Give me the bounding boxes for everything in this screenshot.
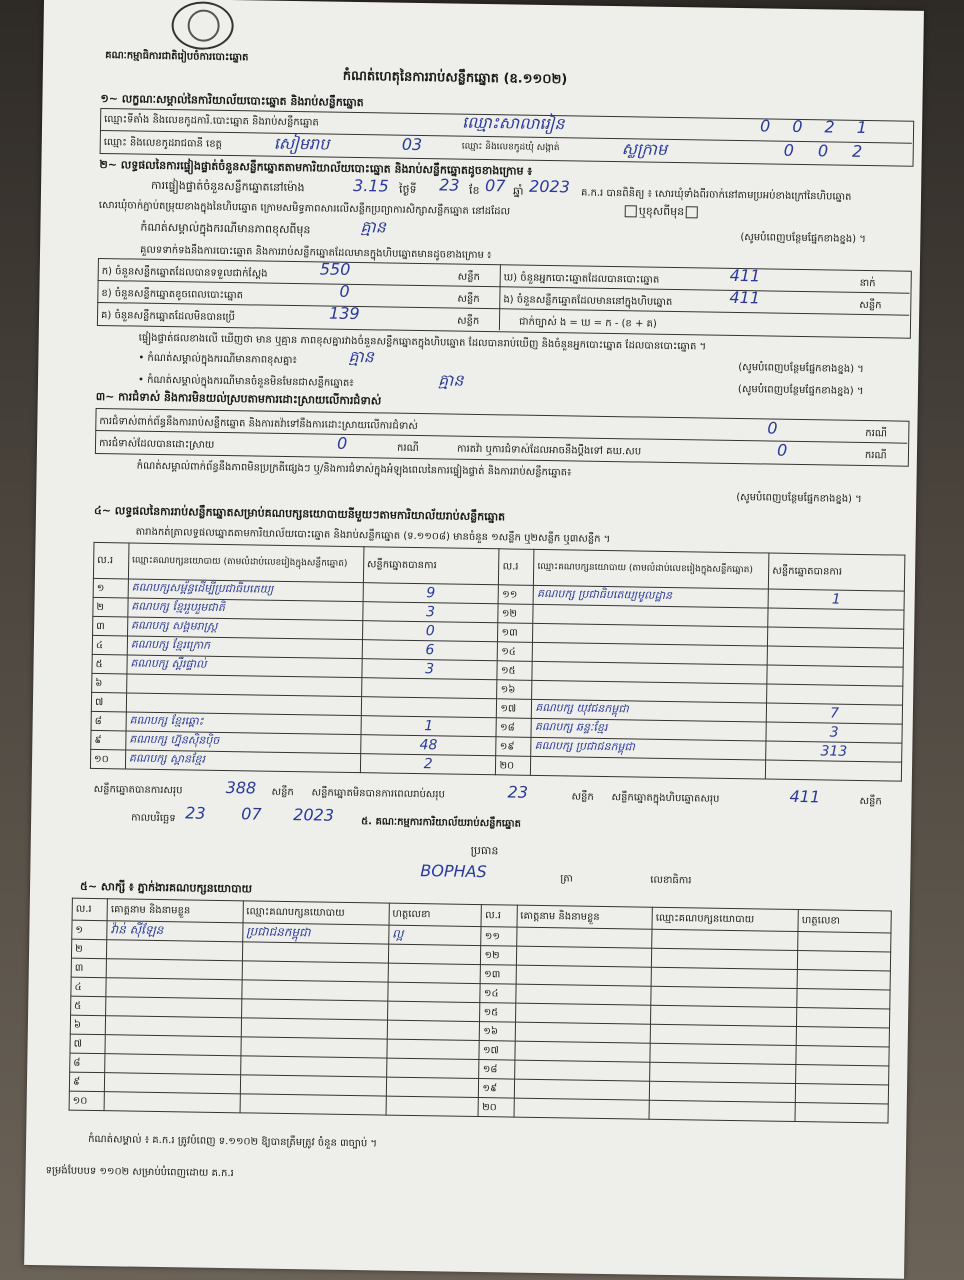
station-label: ឈ្មោះទីតាំង និងលេខកូដការិ.បោះឆ្នោត និងរាប់សន្លឹកឆ្នោត (104, 114, 319, 129)
row-no: ៣ (93, 616, 128, 636)
unit-a: សន្លឹក (457, 271, 481, 283)
party-name: គណបក្ស ខ្មែរឆ្ពោះ (126, 712, 361, 735)
stamp-label: ត្រា (560, 873, 573, 885)
vote-count (768, 627, 904, 648)
witness-party (240, 1056, 386, 1077)
vote-count (766, 760, 902, 781)
witness-party (241, 999, 387, 1020)
party-name: គណបក្ស ប្រជាជនកម្ពុជា (531, 737, 766, 760)
row-no: ១៨ (496, 718, 531, 738)
witness-name (106, 959, 242, 980)
party-name (531, 756, 766, 779)
witness-name (105, 1073, 241, 1094)
case-unit-2: ករណី (396, 442, 419, 455)
vote-count: 48 (360, 735, 496, 756)
witness-party (241, 1018, 387, 1039)
date-year: 2023 (293, 805, 335, 825)
witness-signature (798, 951, 891, 971)
ballot-intro: គួលទទាក់ទងនឹងការបោះឆ្នោត និងការរាប់សន្លឹកឆ្នោតដែលមានក្នុងហិបឆ្នោតមានដូចខាងក្រោម ៖ (140, 244, 492, 262)
bullet-diff-label: • កំណត់សម្គាល់ក្នុងករណីមានភាពខុសគ្នា៖ (138, 352, 297, 367)
witness-party: ប្រជាជនកម្ពុជា (242, 923, 388, 944)
appeal-value: 0 (776, 440, 788, 460)
row-no: ៨ (70, 1053, 105, 1073)
row-no: ១៩ (479, 1079, 514, 1099)
row-no: ១៤ (480, 984, 515, 1004)
party-name: គណបក្ស ខ្មែររួបរួមជាតិ (128, 598, 363, 621)
commune-label: ឈ្មោះ និងលេខកូដឃុំ សង្កាត់ (461, 141, 560, 154)
row-no: ១០ (90, 749, 125, 769)
witness-party (651, 948, 797, 969)
witness-party (651, 967, 797, 988)
witness-name (105, 1016, 241, 1037)
invalid-total: 23 (507, 782, 529, 802)
commune-code: 002 (783, 140, 887, 162)
formula: ជាក់ច្បាស់ ង = ឃ = ក - (ខ + គ) (518, 316, 657, 330)
col-no-left: ល.រ (93, 542, 128, 579)
witness-signature (795, 1084, 888, 1104)
row-no: ១១ (481, 927, 516, 947)
vote-count: 3 (766, 722, 902, 743)
spoiled-value: 0 (339, 281, 350, 301)
witness-party (651, 986, 797, 1007)
year-label: ឆ្នាំ (512, 184, 524, 198)
bullet-nonballot-tail: (សូមបំពេញបន្ថែមផ្នែកខាងខ្នង) ។ (737, 384, 864, 398)
row-no: ៥ (92, 654, 127, 674)
date-month: 07 (241, 804, 262, 824)
check-month: 07 (484, 176, 506, 196)
voters-value: 411 (729, 265, 761, 286)
party-name: គណបក្ស ប្រជាធិបតេយ្យមូលដ្ឋាន (533, 585, 768, 608)
spoiled-label: ខ) ចំនួនសន្លឹកឆ្នោតខូចពេលបោះឆ្នោត (101, 288, 244, 302)
witness-name (107, 940, 243, 961)
party-name: គណបក្ស សង្គមរាស្ត្រ (127, 617, 362, 640)
witness-party (649, 1100, 795, 1121)
check-text: គ.ក.រ បានពិនិត្យ ៖ សោរឃុំទាំងពីរចាក់នៅតាមប្រអប់ខាងក្រៅនៃហិបឆ្នោត (580, 187, 852, 203)
witness-name (104, 1092, 240, 1113)
row-no: ៤ (71, 977, 106, 997)
witness-signature (796, 1065, 889, 1085)
w-col-sign-right: ហត្ថលេខា (798, 910, 891, 933)
row-no: ១៦ (497, 680, 532, 700)
witness-signature (798, 932, 891, 952)
resolved-label: ការជំទាស់ដែលបានដោះស្រាយ (98, 438, 215, 451)
party-name: គណបក្ស យុវជនកម្ពុជា (532, 699, 767, 722)
bullet-nonballot-label: • កំណត់សម្គាល់ក្នុងករណីមានចំនួនមិនមែនជាសន្លឹកឆ្នោត៖ (137, 374, 354, 389)
province-code: 03 (401, 134, 423, 155)
witness-signature (388, 982, 481, 1002)
witness-signature (388, 963, 481, 983)
witness-name (106, 978, 242, 999)
row-no: ១៣ (498, 623, 533, 643)
station-code: 0021 (759, 116, 890, 138)
witness-party (650, 1062, 796, 1083)
vote-count (767, 684, 903, 705)
witness-table (69, 898, 892, 1124)
vote-count: 3 (362, 602, 498, 623)
col-votes-right: សន្លឹកឆ្នោតបានការ (768, 553, 904, 591)
party-name: គណបក្ស ខ្មែរក្រោក (127, 636, 362, 659)
vote-count: 1 (361, 716, 497, 737)
witness-party (650, 1024, 796, 1045)
resolved-value: 0 (336, 433, 348, 453)
unused-value: 139 (328, 303, 360, 324)
province-name: សៀមរាប (273, 133, 330, 154)
vote-count: 6 (362, 640, 498, 661)
section4-heading: ៤~ លទ្ធផលនៃការរាប់សន្លឹកឆ្នោតសម្រាប់គណបក្សនយោបាយនីមួយៗតាមការិយាល័យរាប់សន្លឹកឆ្នោត (93, 503, 506, 524)
case-unit-3: ករណី (864, 450, 887, 462)
case-unit-1: ករណី (865, 428, 888, 440)
bullet-nonballot-value: គ្មាន (437, 370, 464, 390)
witness-signature (797, 1008, 890, 1028)
row-no: ១៦ (480, 1022, 515, 1042)
witness-signature (387, 1020, 480, 1040)
row-no: ១៧ (497, 699, 532, 719)
witness-name (514, 1098, 650, 1119)
row-no: ៥ (71, 996, 106, 1016)
witness-signature (795, 1103, 888, 1123)
bottom-note: កំណត់សម្គាល់ ៖ គ.ក.រ ត្រូវបំពេញ ទ.១១០២ ឱ្យបានត្រឹមត្រូវ ចំនួន ៣ច្បាប់ ។ (88, 1133, 378, 1150)
bullet-diff-value: គ្មាន (348, 346, 374, 367)
witness-signature (796, 1046, 889, 1066)
w-col-party-right: ឈ្មោះគណបក្សនយោបាយ (652, 907, 798, 931)
seal-checkbox[interactable]: ឬខុសពីមុន (623, 204, 701, 221)
row-no: ៤ (92, 635, 127, 655)
row-no: ១៧ (479, 1041, 514, 1061)
section1-heading: ១~ លក្ខណៈសម្គាល់នៃការិយាល័យបោះឆ្នោត និងរាប់សន្លឹកឆ្នោត (100, 91, 364, 110)
witness-signature (797, 970, 890, 990)
col-no-right: ល.រ (499, 549, 534, 586)
invalid-label: សន្លឹកឆ្នោតមិនបានការពេលរាប់សរុប (311, 787, 445, 801)
tally-sheet-note: តារាងកត់ត្រាលទ្ធផលឆ្នោតតាមការិយាល័យបោះឆ្នោត និងរាប់សន្លឹកឆ្នោត (ទ.១១០៨) មានចំនួន ១សន្លឹក ឬ២សន្លឹក ឬ៣សន្លឹក ។ (135, 526, 611, 546)
w-col-no-right: ល.រ (481, 905, 517, 928)
check-time-label: ការផ្ទៀងផ្ទាត់ចំនួនសន្លឹកឆ្នោតនៅម៉ោង (151, 178, 305, 195)
row-no: ១៩ (496, 737, 531, 757)
objection-value: 0 (767, 418, 778, 438)
row-no: ១៨ (479, 1060, 514, 1080)
witness-name (515, 1022, 651, 1043)
section2-heading: ២~ លទ្ធផលនៃការផ្ទៀងផ្ទាត់ចំនួនសន្លឹកឆ្នោតតាមការិយាល័យបោះឆ្នោត និងរាប់សន្លឹកឆ្នោតដូចខាងក្រោម ៖ (99, 157, 533, 178)
unit-total: សន្លឹក (859, 795, 882, 808)
witness-signature: ល្អ (388, 925, 481, 945)
witness-name (516, 946, 652, 967)
row-no: ១៥ (480, 1003, 515, 1023)
check-time: 3.15 (352, 175, 389, 196)
vote-count (361, 678, 497, 699)
row-no: ១៥ (497, 661, 532, 681)
witness-party (651, 1005, 797, 1026)
witness-party (242, 942, 388, 963)
col-party-left: ឈ្មោះគណបក្សនយោបាយ (តាមលំដាប់លេខរៀងក្នុងសន្លឹកឆ្នោត) (128, 543, 363, 583)
date-label: កាលបរិច្ឆេទ (131, 812, 176, 825)
witness-party (241, 980, 387, 1001)
w-col-no-left: ល.រ (72, 898, 108, 921)
row-no: ២០ (478, 1098, 513, 1118)
vote-count (767, 646, 903, 667)
row-no: ២ (71, 939, 106, 959)
party-name: គណបក្ស ហ្វ៊ុនស៊ិនប៉ិច (126, 731, 361, 754)
party-name: គណបក្សសម្ព័ន្ធដើម្បីប្រជាធិបតេយ្យ (128, 579, 363, 602)
row-no: ២ (93, 597, 128, 617)
unit-valid: សន្លឹក (271, 786, 294, 799)
witness-party (649, 1081, 795, 1102)
unused-label: គ) ចំនួនសន្លឹកឆ្នោតដែលមិនបានប្រើ (100, 310, 235, 324)
witness-name (515, 1003, 651, 1024)
section3-heading: ៣~ ការជំទាស់ និងការមិនយល់ស្របតាមការដោះស្រាយលើការជំទាស់ (95, 389, 382, 408)
row-no: ៩ (91, 730, 126, 750)
form-footer: ទម្រង់បែបបទ ១១០២ សម្រាប់បំពេញដោយ គ.ក.រ (45, 1165, 234, 1180)
witness-name (515, 1041, 651, 1062)
irregularity-tail: (សូមបំពេញបន្ថែមផ្នែកខាងខ្នង) ។ (736, 492, 862, 505)
w-col-name-right: គោត្តនាម និងនាមខ្លួន (517, 905, 653, 929)
w-col-sign-left: ហត្ថលេខា (389, 903, 482, 926)
bullet-diff-tail: (សូមបំពេញបន្ថែមផ្នែកខាងខ្នង) ។ (738, 362, 864, 376)
received-value: 550 (319, 259, 351, 279)
party-name: គណបក្ស ស្ពឺរផ្ទាល់ (127, 655, 362, 678)
form-title: កំណត់ហេតុនៃការរាប់សន្លឹកឆ្នោត (ឧ.១១០២) (342, 68, 568, 88)
vote-count: 3 (362, 659, 498, 680)
row-no: ១៣ (481, 965, 516, 985)
witness-party (241, 1037, 387, 1058)
diff-note-label: កំណត់សម្គាល់ក្នុងករណីមានភាពខុសពីមុន (140, 220, 311, 237)
section5-heading: ៥~ សាក្សី ៖ ភ្នាក់ងារគណបក្សនយោបាយ (79, 879, 253, 896)
check-day: 23 (439, 175, 460, 195)
irregularity-note: កំណត់សម្គាល់ពាក់ព័ន្ធនឹងភាពមិនប្រក្រតីផ្សេងៗ ឬ/និងការជំទាស់ក្នុងអំឡុងពេលនៃការផ្ទៀងផ្ទាត់ និងការរាប់សន្លឹកឆ្នោត៖ (136, 460, 572, 479)
row-no: ១ (93, 578, 128, 598)
vote-count (768, 608, 904, 629)
party-name: គណបក្ស ស្ពានខ្មែរ (125, 750, 360, 773)
unit-persons: នាក់ (859, 277, 876, 290)
committee-label: ៥. គណៈកម្មការការិយាល័យរាប់សន្លឹកឆ្នោត (361, 816, 521, 830)
witness-party (242, 961, 388, 982)
chair-signature: BOPHAS (420, 861, 487, 882)
vote-count: 0 (362, 621, 498, 642)
seal-text: សោរឃុំចាក់ភ្ជាប់តម្រុយខាងក្នុងនៃហិបឆ្នោត ក្រោមសមិទ្ធភាពសារលើសន្លឹកប្រព្យាការសិក្សាសន្លឹកឆ្នោត នៅដដែល (98, 199, 511, 218)
witness-signature (796, 1027, 889, 1047)
chair-label: ប្រធាន (470, 843, 499, 858)
witness-signature (386, 1058, 479, 1078)
row-no: ៧ (70, 1034, 105, 1054)
nec-logo (171, 1, 234, 50)
received-label: ក) ចំនួនសន្លឹកឆ្នោតដែលបានទទួលជាក់ស្តែង (101, 266, 268, 280)
unit-d: សន្លឹក (859, 299, 882, 312)
witness-name (105, 1035, 241, 1056)
unit-c: សន្លឹក (456, 315, 480, 327)
row-no: ១ (72, 920, 107, 940)
w-col-party-left: ឈ្មោះគណបក្សនយោបាយ (243, 901, 389, 925)
witness-name (105, 1054, 241, 1075)
day-label: ថ្ងៃទី (398, 182, 417, 196)
date-day: 23 (185, 803, 206, 823)
col-votes-left: សន្លឹកឆ្នោតបានការ (363, 547, 499, 585)
w-col-name-left: គោត្តនាម និងនាមខ្លួន (107, 899, 243, 923)
form-sheet (24, 0, 924, 1279)
witness-name (514, 1079, 650, 1100)
row-no: ៧ (91, 692, 126, 712)
witness-signature (386, 1096, 479, 1116)
vote-count: 313 (766, 741, 902, 762)
commune-name: ស្លក្រាម (621, 139, 668, 159)
row-no: ១២ (481, 946, 516, 966)
witness-party (240, 1075, 386, 1096)
witness-name (514, 1060, 650, 1081)
row-no: ១០ (69, 1091, 104, 1111)
row-no: ២០ (496, 756, 531, 776)
unit-invalid: សន្លឹក (571, 791, 594, 803)
commission-name: គណៈកម្មាធិការជាតិរៀបចំការបោះឆ្នោត (105, 50, 249, 64)
appeal-label: ការតវ៉ា ឬការជំទាស់ដែលអាចនឹងប្តឹងទៅ គឃ.សប (456, 443, 642, 458)
vote-count: 9 (363, 583, 499, 604)
vote-count (361, 697, 497, 718)
witness-signature (386, 1077, 479, 1097)
witness-signature (388, 944, 481, 964)
voters-label: ឃ) ចំនួនអ្នកបោះឆ្នោតដែលបានបោះឆ្នោត (503, 272, 660, 286)
valid-label: សន្លឹកឆ្នោតបានការសរុប (93, 783, 183, 797)
row-no: ១២ (498, 604, 533, 624)
province-label: ឈ្មោះ និងលេខកូដរាជធានី ខេត្ត (103, 137, 223, 150)
valid-total: 388 (225, 778, 257, 798)
vote-count: 1 (768, 589, 904, 610)
month-label: ខែ (468, 183, 480, 197)
witness-name (516, 965, 652, 986)
witness-signature (387, 1001, 480, 1021)
objection-label: ការជំទាស់ពាក់ព័ន្ធនឹងការរាប់សន្លឹកឆ្នោត និងការតវ៉ាទៅនឹងការដោះស្រាយលើការជំទាស់ (99, 416, 418, 433)
witness-party (650, 1043, 796, 1064)
vote-count: 7 (766, 703, 902, 724)
discrepancy-check: ផ្ទៀងផ្ទាត់ផលខាងលើ ឃើញថា មាន ឬគ្មាន ភាពខុសគ្នារវាងចំនួនសន្លឹកឆ្នោតក្នុងហិបឆ្នោត ដែលបានរាប់ឃើញ និងចំនួនអ្នកបោះឆ្នោត ដែលបានបោះឆ្នោត ។ (138, 332, 707, 353)
row-no: ៦ (92, 673, 127, 693)
ballots-in-box-value: 411 (729, 287, 761, 308)
witness-name (515, 984, 651, 1005)
fill-back-note: (សូមបំពេញបន្ថែមផ្នែកខាងខ្នង) ។ (740, 232, 866, 246)
unit-b: សន្លឹក (457, 293, 480, 305)
witness-party (240, 1094, 386, 1115)
row-no: ៦ (70, 1015, 105, 1035)
party-name: គណបក្ស ឆន្ទៈខ្មែរ (531, 718, 766, 741)
row-no: ៩ (69, 1072, 104, 1092)
row-no: ៨ (91, 711, 126, 731)
witness-party (652, 929, 798, 950)
total-label: សន្លឹកឆ្នោតក្នុងហិបឆ្នោតសរុប (611, 792, 720, 805)
secretary-label: លេខាធិការ (650, 874, 692, 887)
party-results-table (90, 542, 905, 782)
witness-name (106, 997, 242, 1018)
witness-name: វ៉ាន់ ស៊ីឡែន (107, 921, 243, 942)
row-no: ១១ (499, 585, 534, 605)
ballots-in-box-label: ង) ចំនួនសន្លឹកឆ្នោតដែលមាននៅក្នុងហិបឆ្នោត (503, 294, 673, 308)
check-year: 2023 (528, 176, 571, 197)
box-total: 411 (789, 786, 821, 807)
witness-name (516, 927, 652, 948)
row-no: ១៤ (498, 642, 533, 662)
vote-count: 2 (360, 754, 496, 775)
row-no: ៣ (71, 958, 106, 978)
witness-signature (387, 1039, 480, 1059)
diff-note-value: គ្មាន (360, 217, 387, 237)
vote-count (767, 665, 903, 686)
station-name: ឈ្មោះសាលារៀន (461, 112, 565, 134)
witness-signature (797, 989, 890, 1009)
col-party-right: ឈ្មោះគណបក្សនយោបាយ (តាមលំដាប់លេខរៀងក្នុងសន្លឹកឆ្នោត) (534, 549, 769, 589)
